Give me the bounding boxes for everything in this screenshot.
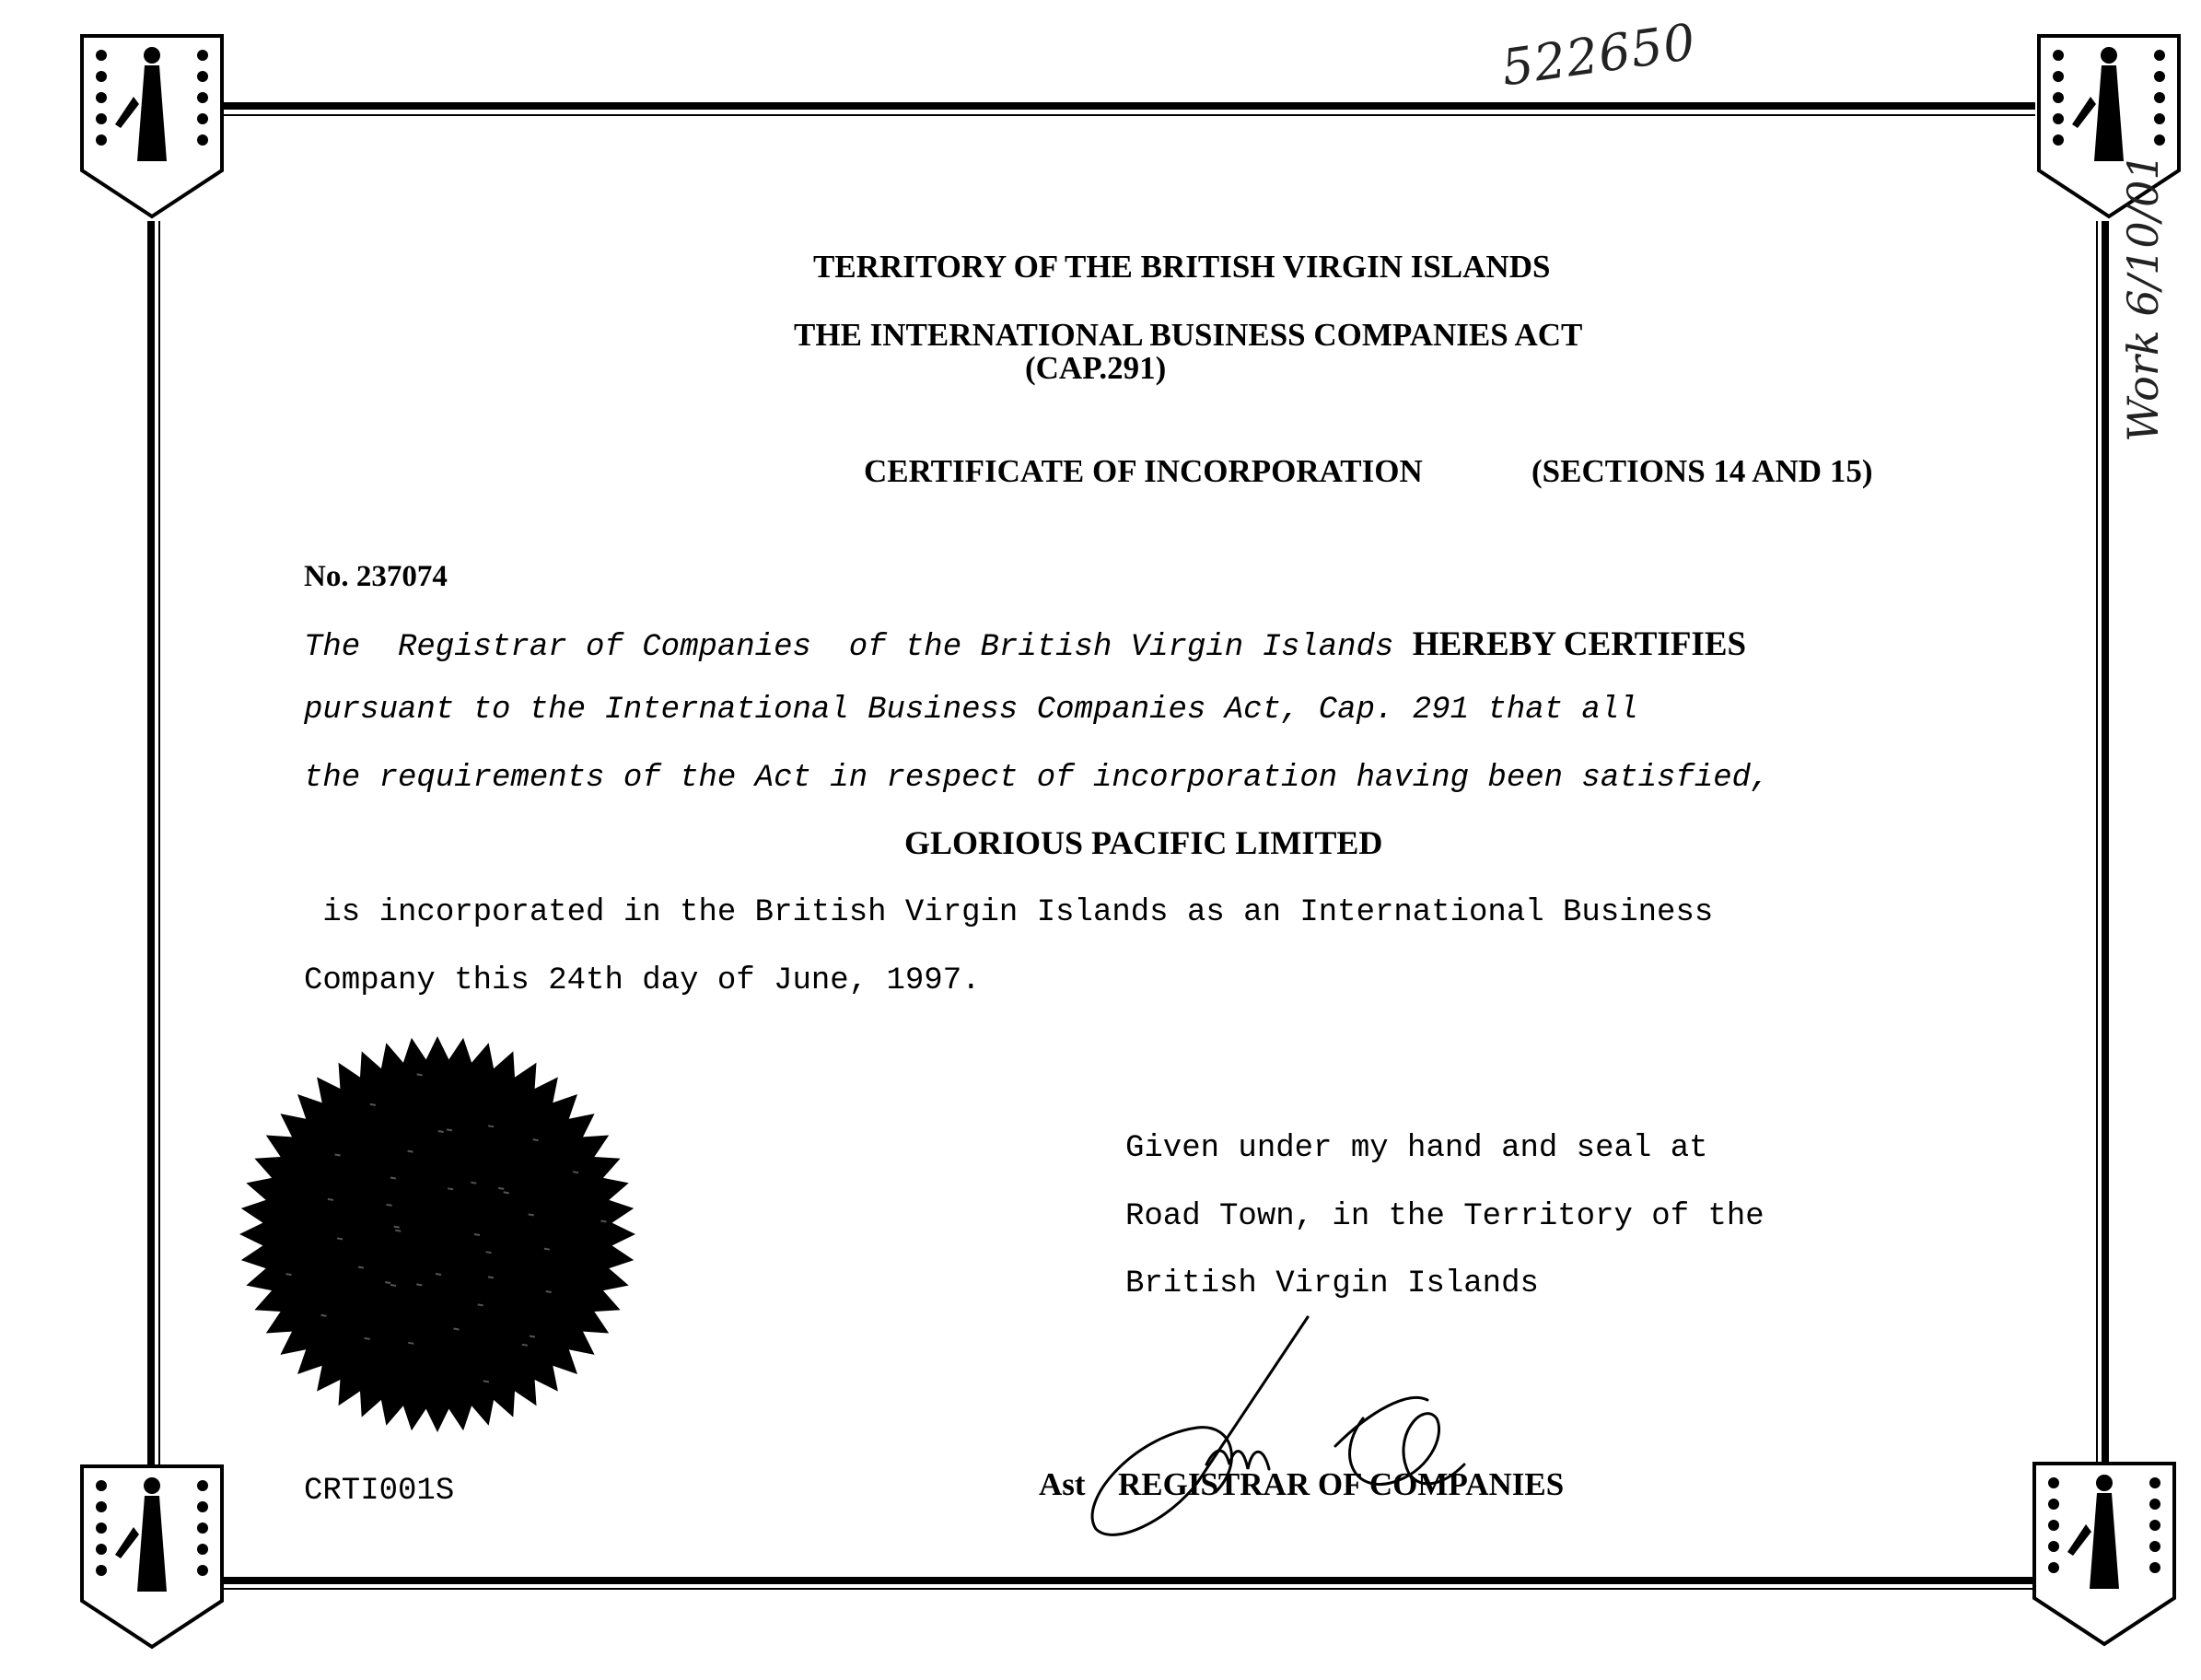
seal-emboss-mark — [417, 1074, 423, 1075]
handwritten-side-note: Work 6/10/01 — [2118, 153, 2168, 442]
seal-emboss-mark — [387, 1205, 392, 1206]
seal-emboss-mark — [394, 1227, 400, 1228]
seal-emboss-mark — [447, 1129, 452, 1130]
certifies-line — [304, 624, 1746, 665]
certificate-number: No. 237074 — [304, 560, 448, 593]
border-bottom-inner-rule — [212, 1588, 2035, 1590]
seal-emboss-mark — [544, 1249, 550, 1250]
coat-of-arms-icon — [78, 1463, 226, 1651]
seal-emboss-mark — [454, 1329, 460, 1330]
seal-emboss-mark — [448, 1188, 453, 1189]
border-right-rule — [2102, 221, 2109, 1464]
seal-emboss-mark — [385, 1282, 390, 1283]
pursuant-line: pursuant to the International Business Companies Act, Cap. 291 that all — [304, 693, 1638, 728]
border-top-inner-rule — [212, 114, 2035, 116]
seal-emboss-mark — [600, 1221, 606, 1222]
incorporated-line: is incorporated in the British Virgin Islands as an International Business — [304, 895, 1714, 930]
cap-heading: (CAP.291) — [1025, 350, 1167, 386]
seal-emboss-mark — [390, 1285, 396, 1286]
act-heading: THE INTERNATIONAL BUSINESS COMPANIES ACT — [794, 317, 1583, 353]
incorporation-date-line: Company this 24th day of June, 1997. — [304, 963, 981, 998]
seal-emboss-mark — [504, 1192, 509, 1193]
seal-emboss-mark — [335, 1155, 341, 1156]
seal-emboss-mark — [390, 1178, 396, 1179]
company-name: GLORIOUS PACIFIC LIMITED — [904, 824, 1383, 861]
seal-emboss-mark — [478, 1304, 483, 1305]
official-seal — [235, 1032, 640, 1437]
given-line-1: Given under my hand and seal at — [1125, 1131, 1708, 1166]
registrar-signature — [1059, 1308, 1575, 1566]
border-top-rule — [212, 102, 2035, 110]
seal-emboss-mark — [286, 1274, 292, 1275]
seal-emboss-mark — [408, 1151, 413, 1152]
seal-emboss-mark — [530, 1336, 535, 1337]
seal-emboss-mark — [498, 1188, 504, 1189]
seal-emboss-mark — [546, 1291, 552, 1292]
handwritten-reference-number: 522650 — [1497, 12, 1700, 98]
signature-prefix: Ast — [1039, 1466, 1086, 1502]
territory-heading: TERRITORY OF THE BRITISH VIRGIN ISLANDS — [813, 249, 1551, 285]
seal-emboss-mark — [358, 1267, 364, 1268]
seal-emboss-mark — [337, 1238, 343, 1239]
seal-emboss-mark — [471, 1183, 476, 1184]
coat-of-arms-icon — [78, 32, 226, 221]
coat-of-arms-icon — [2031, 1460, 2178, 1649]
certifies-line-text: The Registrar of Companies of the British Virgin Islands — [304, 630, 1413, 665]
requirements-line: the requirements of the Act in respect of incorporation having been satisfied, — [304, 761, 1770, 796]
seal-emboss-mark — [486, 1252, 492, 1253]
seal-emboss-mark — [533, 1139, 539, 1140]
seal-emboss-mark — [365, 1338, 370, 1339]
border-left-inner-rule — [158, 221, 160, 1464]
seal-emboss-mark — [328, 1199, 333, 1200]
border-left-rule — [147, 221, 155, 1464]
form-code: CRTI001S — [304, 1474, 455, 1509]
seal-emboss-mark — [436, 1274, 441, 1275]
given-line-2: Road Town, in the Territory of the — [1125, 1199, 1764, 1234]
hereby-certifies-text: HEREBY CERTIFIES — [1412, 625, 1747, 663]
seal-emboss-mark — [529, 1214, 534, 1215]
seal-emboss-mark — [474, 1234, 480, 1235]
border-right-inner-rule — [2096, 221, 2098, 1464]
seal-emboss-mark — [483, 1381, 489, 1382]
border-bottom-rule — [212, 1577, 2035, 1584]
certificate-title: CERTIFICATE OF INCORPORATION — [864, 453, 1423, 489]
seal-body — [239, 1036, 635, 1432]
registrar-label: REGISTRAR OF COMPANIES — [1118, 1466, 1565, 1502]
seal-emboss-mark — [321, 1315, 327, 1316]
sections-reference: (SECTIONS 14 AND 15) — [1531, 453, 1873, 489]
given-line-3: British Virgin Islands — [1125, 1266, 1539, 1301]
seal-emboss-mark — [370, 1104, 376, 1105]
seal-emboss-mark — [408, 1343, 413, 1344]
seal-emboss-mark — [522, 1345, 528, 1346]
seal-emboss-mark — [416, 1284, 422, 1285]
seal-emboss-mark — [488, 1277, 494, 1278]
seal-emboss-mark — [438, 1131, 444, 1132]
